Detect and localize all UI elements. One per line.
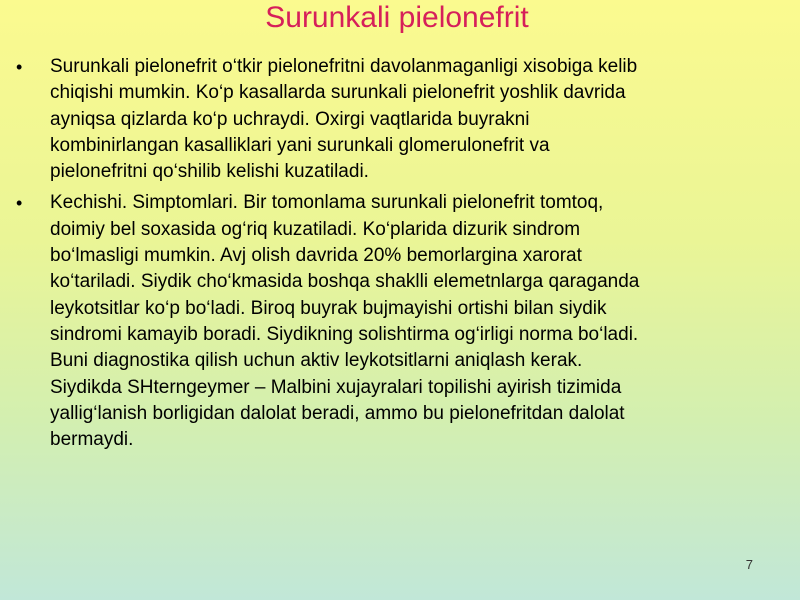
slide-number: 7	[745, 557, 753, 572]
bullet-text: Surunkali pielonefrit o‘tkir pielonefritni davolanmaganligi xisobiga kelib chiqishi mumkin. Ko‘p kasallarda surunkali pielonefrit yoshlik davrida ayniqsa qizlarda ko‘p uchraydi. Oxirgi vaqtlarida buyrakni kombinirlangan kasalliklari yani surunkali glomerulonefrit va pielonefritni qo‘shilib kelishi kuzatiladi.	[50, 56, 638, 183]
bullet-text: Kechishi. Simptomlari. Bir tomonlama surunkali pielonefrit tomtoq, doimiy bel soxasida og‘riq kuzatiladi. Ko‘plarida dizurik sindrom bo‘lmasligi mumkin. Avj olish davrida 20% bemorlargina xarorat ko‘tariladi. Siydik cho‘kmasida boshqa shaklli elemetnlarga qaraganda leykotsitlar ko‘p bo‘ladi. Biroq buyrak bujmayishi ortishi bilan siydik sindromi kamayib boradi. Siydikning solishtirma og‘irligi norma bo‘ladi. Buni diagnostika qilish uchun aktiv leykotsitlarni aniqlash kerak. Siydikda SHterngeymer – Malbini xujayralari topilishi ayirish tizimida yallig‘lanish borligidan dalolat beradi, ammo bu pielonefritdan dalolat bermaydi.	[50, 192, 640, 451]
slide-title: Surunkali pielonefrit	[265, 1, 529, 34]
bullet-marker: •	[16, 57, 23, 77]
bullet-list	[0, 54, 800, 458]
bullet-marker: •	[16, 193, 23, 214]
bullet-item	[0, 190, 800, 453]
bullet-item	[0, 54, 800, 185]
